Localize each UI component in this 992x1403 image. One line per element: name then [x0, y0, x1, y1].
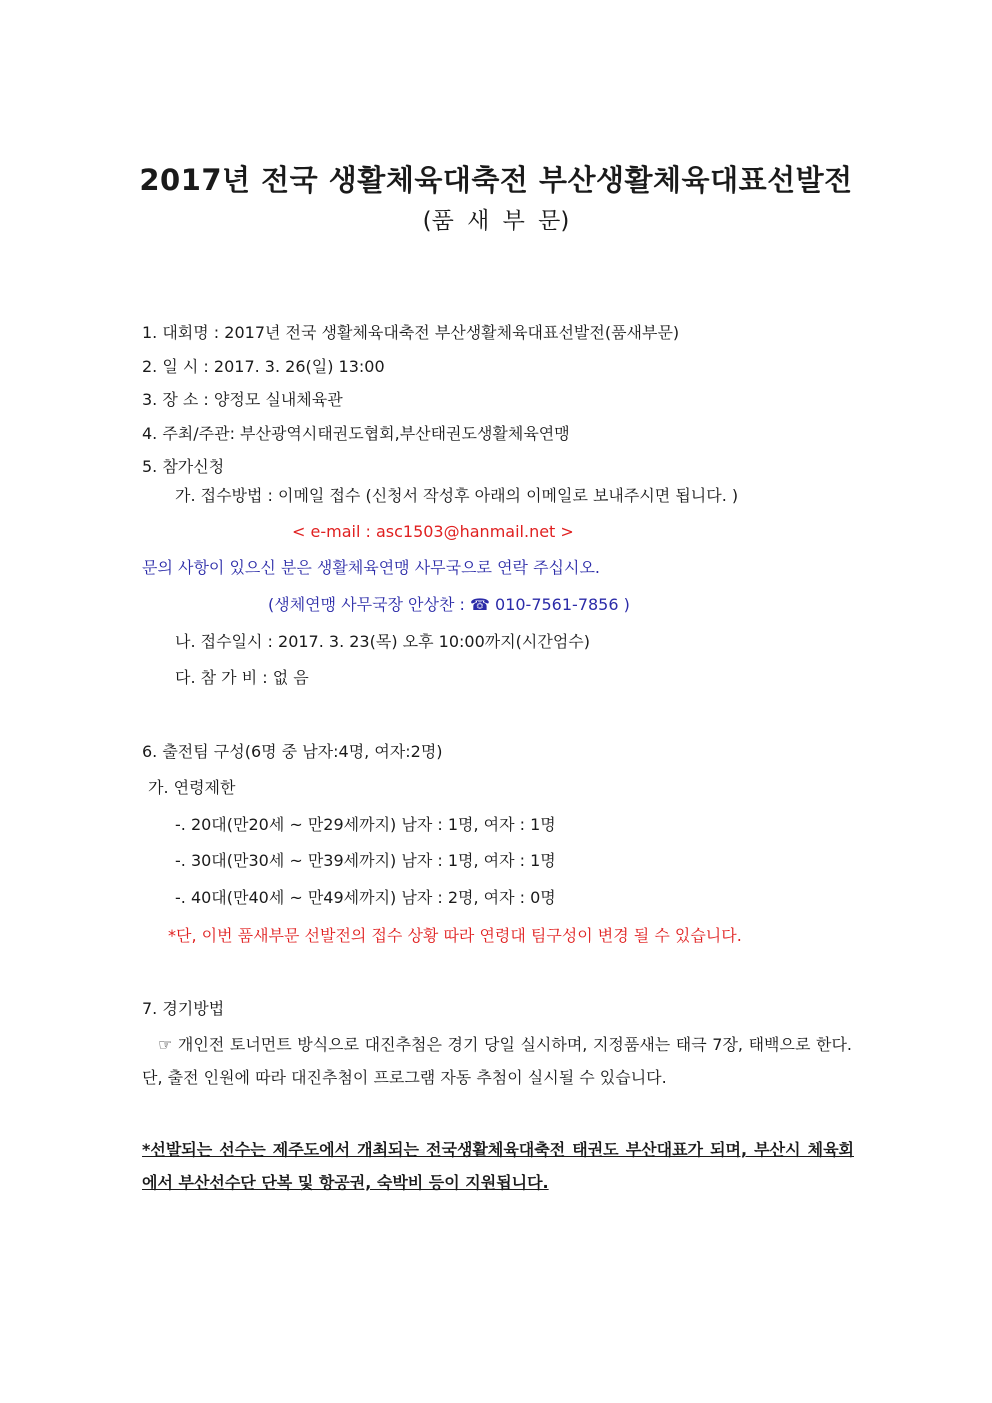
- item-age-limit: 가. 연령제한: [148, 778, 236, 797]
- item-date: 2. 일 시 : 2017. 3. 26(일) 13:00: [142, 357, 385, 376]
- age-row-40: -. 40대(만40세 ~ 만49세까지) 남자 : 2명, 여자 : 0명: [175, 888, 556, 907]
- item-event-name: 1. 대회명 : 2017년 전국 생활체육대축전 부산생활체육대표선발전(품새부문): [142, 323, 680, 342]
- item-apply-period: 나. 접수일시 : 2017. 3. 23(목) 오후 10:00까지(시간엄수): [175, 632, 590, 651]
- item-apply-method: 가. 접수방법 : 이메일 접수 (신청서 작성후 아래의 이메일로 보내주시면 됩니다. ): [175, 486, 739, 505]
- document-subtitle: (품 새 부 문): [422, 208, 570, 234]
- final-note: *선발되는 선수는 제주도에서 개최되는 전국생활체육대축전 태권도 부산대표가 되며, 부산시 체육회에서 부산선수단 단복 및 항공권, 숙박비 등이 지원됩니다.: [142, 1140, 854, 1192]
- item-team: 6. 출전팀 구성(6명 중 남자:4명, 여자:2명): [142, 742, 443, 761]
- item-fee: 다. 참 가 비 : 없 음: [175, 668, 309, 687]
- item-apply: 5. 참가신청: [142, 457, 225, 476]
- item-method: 7. 경기방법: [142, 999, 225, 1018]
- item-place: 3. 장 소 : 양정모 실내체육관: [142, 390, 343, 409]
- contact-info: (생체연맹 사무국장 안상찬 : ☎ 010-7561-7856 ): [268, 595, 630, 614]
- age-row-20: -. 20대(만20세 ~ 만29세까지) 남자 : 1명, 여자 : 1명: [175, 815, 556, 834]
- inquiry-note: 문의 사항이 있으신 분은 생활체육연맹 사무국으로 연락 주십시오.: [142, 558, 601, 577]
- document-title: 2017년 전국 생활체육대축전 부산생활체육대표선발전: [139, 163, 853, 197]
- method-description: ☞ 개인전 토너먼트 방식으로 대진추첨은 경기 당일 실시하며, 지정품새는 태극 7장, 태백으로 한다. 단, 출전 인원에 따라 대진추첨이 프로그램 자동 추첨이 실시될 수 있습니다.: [142, 1035, 852, 1087]
- item-host: 4. 주최/주관: 부산광역시태권도협회,부산태권도생활체육연맹: [142, 424, 570, 443]
- age-row-30: -. 30대(만30세 ~ 만39세까지) 남자 : 1명, 여자 : 1명: [175, 851, 556, 870]
- email-address[interactable]: < e-mail : asc1503@hanmail.net >: [292, 522, 574, 541]
- age-note: *단, 이번 품새부문 선발전의 접수 상황 따라 연령대 팀구성이 변경 될 수 있습니다.: [168, 926, 742, 945]
